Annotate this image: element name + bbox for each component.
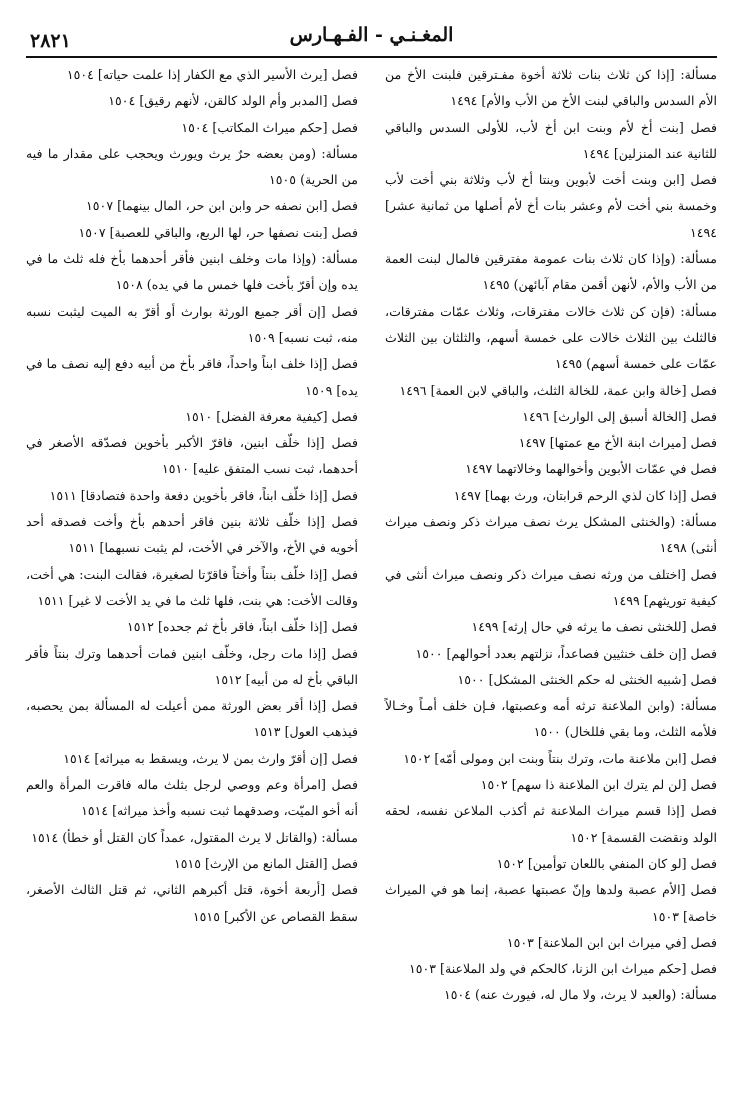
index-entry: فصل [إذا أقر بعض الورثة ممن أعيلت له المسألة بمن يحصبه، فيذهب العول] ١٥١٣ — [26, 698, 358, 740]
index-entry: مسألة: [إذا كن ثلاث بنات ثلاثة أخوة مفـترقين فلبنت الأخ من الأم السدس والباقي لبنت الأخ من الأب والأم] ١٤٩٤ — [385, 67, 717, 109]
index-entry: فصل [لن لم يترك ابن الملاعنة ذا سهم] ١٥٠٢ — [480, 777, 717, 793]
index-entry: فصل [الخالة أسبق إلى الوارث] ١٤٩٦ — [522, 408, 717, 424]
running-title: المغـنـي - الفـهـارس — [289, 24, 454, 46]
index-entry: فصل [خالة وابن عمة، للخالة الثلث، والباقي لابن العمة] ١٤٩٦ — [399, 382, 717, 398]
right-column — [385, 62, 717, 1009]
index-entry: مسألة: (والخنثى المشكل يرث نصف ميراث ذكر ونصف ميراث أنثى) ١٤٩٨ — [385, 514, 717, 556]
index-entry: فصل [إذا خلّف ابنين، فاقرّ الأكبر بأخوين فصدّقه الأصغر في أحدهما، ثبت نسب المتفق عليه] ١٥١٠ — [26, 435, 358, 477]
index-entry: فصل [بنت نصفها حر، لها الربع، والباقي للعصبة] ١٥٠٧ — [78, 224, 358, 240]
index-entry: فصل [اختلف من ورثه نصف ميراث ذكر ونصف ميراث أنثى في كيفية توريثهم] ١٤٩٩ — [385, 566, 717, 608]
index-entry: مسألة: (وابن الملاعنة ترثه أمه وعصبتها، فـإن خلف أمـاً وخـالاً فلأمه الثلث، وما بقي فللخال) ١٥٠٠ — [385, 698, 717, 740]
index-entry: فصل [القتل المانع من الإرث] ١٥١٥ — [173, 855, 358, 871]
index-entry: فصل في عمّات الأبوين وأخوالهما وخالاتهما ١٤٩٧ — [465, 461, 717, 477]
index-entry: فصل [شبيه الخنثى له حكم الخنثى المشكل] ١٥٠٠ — [457, 671, 717, 687]
index-entry: فصل [إذا خلّف ابناً، فاقر بأخ ثم جحده] ١٥١٢ — [126, 619, 358, 635]
index-entry: فصل [ابن نصفه حر وابن ابن حر، المال بينهما] ١٥٠٧ — [86, 198, 358, 214]
index-entry: فصل [إن أقرّ وارث بمن لا يرث، ويسقط به ميراثه] ١٥١٤ — [63, 750, 358, 766]
page-number: ٢٨٢١ — [30, 30, 71, 52]
index-entry: مسألة: (ومن بعضه حرٌ يرث ويورث ويحجب على مقدار ما فيه من الحرية) ١٥٠٥ — [26, 145, 358, 188]
left-column — [26, 62, 358, 1009]
index-entry: فصل [إن أقر جميع الورثة بوارث أو أقرّ به الميت ليثبت نسبه منه، ثبت نسبه] ١٥٠٩ — [26, 303, 358, 345]
index-entry: فصل [ميراث ابنة الأخ مع عمتها] ١٤٩٧ — [518, 435, 717, 451]
index-entry: فصل [الأم عصبة ولدها وإنّ عصبتها عصبة، إنما هو في الميراث خاصة] ١٥٠٣ — [385, 882, 717, 924]
index-entry: فصل [يرث الأسير الذي مع الكفار إذا علمت حياته] ١٥٠٤ — [66, 67, 358, 82]
index-entry: فصل [امرأة وعم ووصي لرجل بثلث ماله فاقرت المرأة والعم أنه أخو الميّت، وصدقهما ثبت نسبه وأخذ ميراثه] ١٥١٤ — [26, 777, 358, 819]
index-entry: مسألة: (فإن كن ثلاث خالات مفترقات، وثلاث عمّات مفترقات، فالثلث بين الثلاث خالات على خمسة أسهم، والثلثان بين الثلاث عمّات على خمسة أسهم) ١٤٩٥ — [385, 303, 717, 372]
index-entry: فصل [أربعة أخوة، قتل أكبرهم الثاني، ثم قتل الثالث الأصغر، سقط القصاص عن الأكبر] ١٥١٥ — [26, 882, 358, 924]
index-entry: فصل [حكم ميراث المكاتب] ١٥٠٤ — [181, 119, 358, 135]
index-entry: فصل [ابن ملاعنة مات، وترك بنتاً وبنت ابن ومولى أمّه] ١٥٠٢ — [403, 750, 717, 766]
index-entry: فصل [في ميراث ابن ابن الملاعنة] ١٥٠٣ — [506, 934, 717, 950]
index-entry: فصل [إذا خلّف ثلاثة بنين فاقر أحدهم بأخ وأخت فصدقه أحد أخويه في الأخ، والآخر في الأخت، لم يثبت نسبهما] ١٥١١ — [26, 514, 358, 556]
index-entry: مسألة: (والقاتل لا يرث المقتول، عمداً كان القتل أو خطأ) ١٥١٤ — [31, 829, 358, 845]
index-entry: فصل [إذا مات رجل، وخلّف ابنين فمات أحدهما وترك بنتاً فأقر الباقي بأخ له من أبيه] ١٥١٢ — [26, 645, 358, 687]
index-entry: فصل [كيفية معرفة الفضل] ١٥١٠ — [185, 408, 358, 424]
index-entry: فصل [إذا خلف ابناً واحداً، فاقر بأخ من أبيه دفع إليه نصف ما في يده] ١٥٠٩ — [26, 356, 358, 398]
index-entry: فصل [إذا كان لذي الرحم قرابتان، ورث بهما] ١٤٩٧ — [453, 487, 717, 503]
index-entry: فصل [ابن وبنت أخت لأبوين وبنتا أخ لأب وثلاثة بني أخت لأب وخمسة بني أخت لأم وعشر بنات أخ لأم أصلها من ثمانية عشر] ١٤٩٤ — [385, 172, 717, 240]
index-entry: فصل [إن خلف خنثيين فصاعداً، نزلتهم بعدد أحوالهم] ١٥٠٠ — [415, 645, 717, 661]
index-entry: فصل [إذا قسم ميراث الملاعنة ثم أكذب الملاعن نفسه، لحقه الولد ونقضت القسمة] ١٥٠٢ — [385, 803, 717, 845]
index-entry: فصل [بنت أخ لأم وبنت ابن أخ لأب، للأولى السدس والباقي للثانية عند المنزلين] ١٤٩٤ — [385, 119, 717, 161]
index-columns — [26, 62, 717, 1009]
index-entry: مسألة: (وإذا مات وخلف ابنين فأقر أحدهما بأخ فله ثلث ما في يده وإن أقرّ بأخت فلها خمس ما في يده) ١٥٠٨ — [26, 251, 358, 293]
index-entry: فصل [إذا خلّف بنتاً وأختاً فاقرّتا لصغيرة، فقالت البنت: هي أخت، وقالت الأخت: هي بنت، فلها ثلث ما في يد الأخت لا غير] ١٥١١ — [26, 566, 358, 608]
page-header — [26, 14, 717, 58]
index-entry: مسألة: (وإذا كان ثلاث بنات عمومة مفترقين فالمال لبنت العمة من الأب والأم، لأنهن أقمن مقام آبائهن) ١٤٩٥ — [385, 251, 717, 293]
index-entry: فصل [إذا خلّف ابناً، فاقر بأخوين دفعة واحدة فتصادقا] ١٥١١ — [49, 487, 358, 503]
index-entry: فصل [لو كان المنفي باللعان توأمين] ١٥٠٢ — [496, 855, 717, 871]
index-entry: فصل [حكم ميراث ابن الزنا، كالحكم في ولد الملاعنة] ١٥٠٣ — [408, 961, 717, 977]
index-entry: فصل [للخنثى نصف ما يرثه في حال إرثه] ١٤٩٩ — [471, 619, 717, 635]
index-entry: مسألة: (والعبد لا يرث، ولا مال له، فيورث عنه) ١٥٠٤ — [443, 987, 717, 1003]
index-entry: فصل [المدبر وأم الولد كالقن، لأنهم رقيق] ١٥٠٤ — [108, 93, 358, 109]
